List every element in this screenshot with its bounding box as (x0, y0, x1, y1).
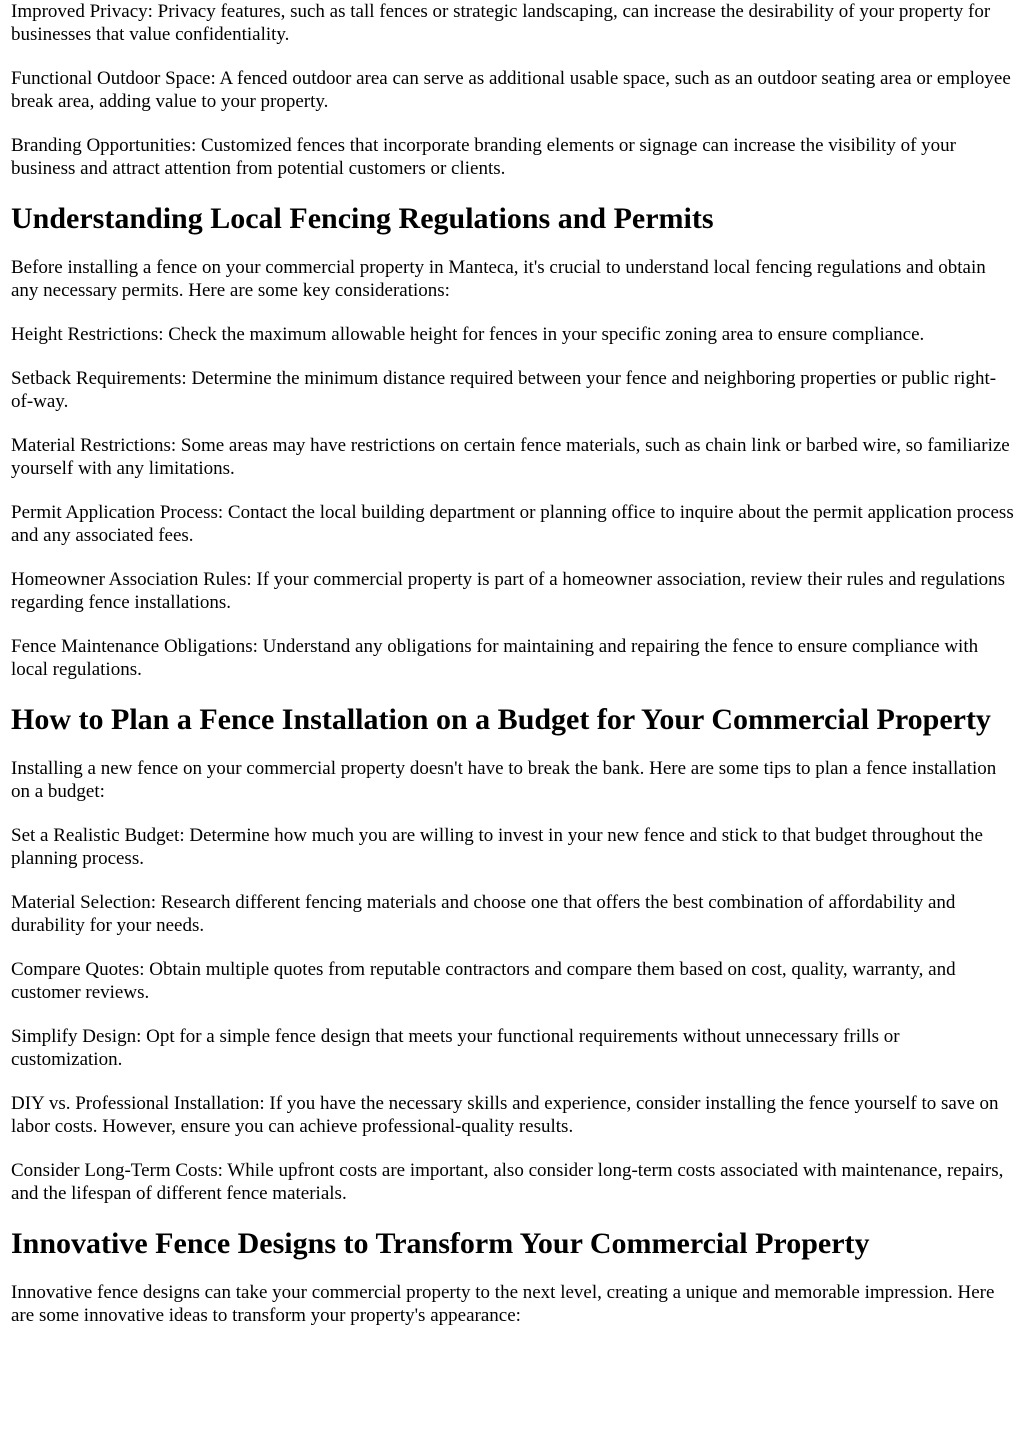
paragraph-improved-privacy: Improved Privacy: Privacy features, such as tall fences or strategic landscaping, can increase the desirability of your property for businesses that value confidentiality. (11, 1, 991, 45)
paragraph-compare-quotes: Compare Quotes: Obtain multiple quotes from reputable contractors and compare them based on cost, quality, warranty, and customer reviews. (11, 959, 956, 1003)
paragraph-budget-intro: Installing a new fence on your commercial property doesn't have to break the bank. Here are some tips to plan a fence installation on a budget: (11, 758, 997, 802)
paragraph-permit-application: Permit Application Process: Contact the local building department or planning office to inquire about the permit application process and any associated fees. (11, 502, 1014, 546)
paragraph-material-restrictions: Material Restrictions: Some areas may have restrictions on certain fence materials, such as chain link or barbed wire, so familiarize yourself with any limitations. (11, 435, 1010, 479)
paragraph-regulations-intro: Before installing a fence on your commercial property in Manteca, it's crucial to understand local fencing regulations and obtain any necessary permits. Here are some key considerations: (11, 257, 986, 301)
heading-innovative-designs: Innovative Fence Designs to Transform Your Commercial Property (11, 1227, 870, 1260)
paragraph-long-term-costs: Consider Long-Term Costs: While upfront costs are important, also consider long-term costs associated with maintenance, repairs, and the lifespan of different fence materials. (11, 1160, 1004, 1204)
heading-regulations: Understanding Local Fencing Regulations and Permits (11, 202, 714, 235)
heading-budget: How to Plan a Fence Installation on a Budget for Your Commercial Property (11, 703, 991, 736)
paragraph-setback-requirements: Setback Requirements: Determine the minimum distance required between your fence and neighboring properties or public right-of-way. (11, 368, 997, 412)
paragraph-realistic-budget: Set a Realistic Budget: Determine how much you are willing to invest in your new fence and stick to that budget throughout the planning process. (11, 825, 983, 869)
paragraph-simplify-design: Simplify Design: Opt for a simple fence design that meets your functional requirements without unnecessary frills or customization. (11, 1026, 900, 1070)
paragraph-maintenance-obligations: Fence Maintenance Obligations: Understand any obligations for maintaining and repairing the fence to ensure compliance with local regulations. (11, 636, 979, 680)
paragraph-branding-opportunities: Branding Opportunities: Customized fences that incorporate branding elements or signage can increase the visibility of your business and attract attention from potential customers or clients. (11, 135, 956, 179)
paragraph-material-selection: Material Selection: Research different fencing materials and choose one that offers the best combination of affordability and durability for your needs. (11, 892, 956, 936)
paragraph-designs-intro: Innovative fence designs can take your commercial property to the next level, creating a unique and memorable impression. Here are some innovative ideas to transform your property's appearance: (11, 1282, 995, 1326)
paragraph-homeowner-association: Homeowner Association Rules: If your commercial property is part of a homeowner association, review their rules and regulations regarding fence installations. (11, 569, 1006, 613)
paragraph-functional-outdoor-space: Functional Outdoor Space: A fenced outdoor area can serve as additional usable space, such as an outdoor seating area or employee break area, adding value to your property. (11, 68, 1011, 112)
paragraph-height-restrictions: Height Restrictions: Check the maximum allowable height for fences in your specific zoning area to ensure compliance. (11, 324, 925, 345)
paragraph-diy-vs-professional: DIY vs. Professional Installation: If you have the necessary skills and experience, consider installing the fence yourself to save on labor costs. However, ensure you can achieve professional-quality results. (11, 1093, 999, 1137)
